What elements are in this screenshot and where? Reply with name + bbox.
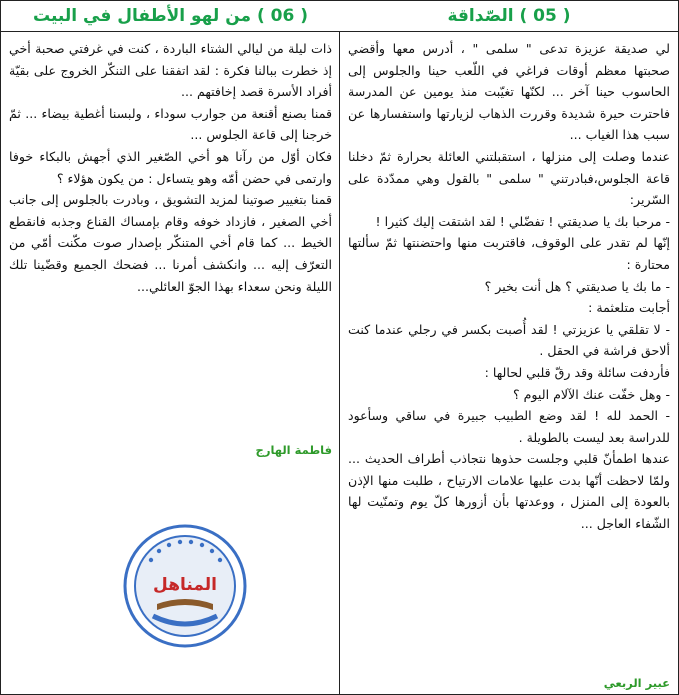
story-paragraph: - مرحبا بك يا صديقتي ! تفضّلي ! لقد اشتقت إليك كثيرا ! [375,213,670,229]
story-paragraph: - لا تقلقي يا عزيزتي ! لقد أُصبت بكسر في رجلي عندما كنت ألاحق فراشة في الحقل . [348,321,670,359]
story-paragraph: إنّها لم تقدر على الوقوف، فاقتربت منها واحتضنتها ثمّ سألتها محتارة : [348,235,670,272]
story-paragraph: قمنا بتغيير صوتينا لمزيد التشويق ، وبادرت بالجلوس إلى جانب أخي الصغير ، فازداد خوفه وقام بإمساك القناع وجذبه فانقطع الخيط ... كما قام أخي المتنكّر بإصدار صوت مكّنت أمّي من التعرّف إليه ... وانكشف أمرنا ... فضحك الجميع وقضّينا تلك الليلة ونحن سعداء بهذا الجوّ العائلي... [9,192,332,294]
story-paragraph: فأردفت سائلة وقد رقّ قلبي لحالها : [484,364,670,380]
story-column-friendship [339,0,679,695]
story-body-kids-play [1,32,340,297]
story-paragraph: - وهل خفّت عنك الآلام اليوم ؟ [512,386,670,402]
story-paragraph: قمنا بصنع أقنعة من جوارب سوداء ، ولبسنا أغطية بيضاء ... ثمّ خرجنا إلى قاعة الجلوس ... [9,105,332,143]
story-title-kids-play: ( 06 ) من لهو الأطفال في البيت [1,1,340,32]
story-body-friendship [340,32,678,535]
story-paragraph: عندما وصلت إلى منزلها ، استقبلتني العائلة بحرارة ثمّ دخلنا قاعة الجلوس،فبادرتني " سلمى " بالقول وهي ممدّدة على السّرير: [348,148,670,208]
story-paragraph: عندها اطمأنّ قلبي وجلست حذوها نتجاذب أطراف الحديث ... ولمّا لاحظت أنّها بدت عليها علامات الارتياح ، طلبت منها الإذن بالعودة إلى المنزل ، ووعدتها بأن أزورها كلّ يوم وتمنّيت لها الشّفاء العاجل ... [348,451,670,532]
story-title-friendship: ( 05 ) الصّداقة [340,1,678,32]
school-logo [123,524,247,648]
story-paragraph: أجابت متلعثمة : [588,300,670,316]
author-name: فاطمة الهارج [255,443,332,457]
story-paragraph: - ما بك يا صديقتي ؟ هل أنت بخير ؟ [484,278,670,294]
story-paragraph: لي صديقة عزيزة تدعى " سلمى " ، أدرس معها وأقضي صحبتها معظم أوقات فراغي في اللّعب حينا والجلوس إلى الحاسوب حينا آخر ... لكنّها تغيّبت منذ يومين عن المدرسة فاحترت حيرة شديدة وقررت الذهاب لزيارتها واستفسارها عن سبب هذا الغياب ... [348,41,670,143]
author-name: عبير الربعي [603,676,670,690]
logo-text: المناهل [153,575,217,595]
story-paragraph: فكان أوّل من رآنا هو أخي الصّغير الذي أجهش بالبكاء خوفا وارتمى في حضن أمّه وهو يتساءل : من يكون هؤلاء ؟ [9,148,332,186]
story-paragraph: - الحمد لله ! لقد وضع الطبيب جبيرة في ساقي وسأعود للدراسة بعد ليست بالطويلة . [348,408,670,445]
story-paragraph: ذات ليلة من ليالي الشتاء الباردة ، كنت في غرفتي صحبة أخي إذ خطرت ببالنا فكرة : لقد اتفقنا على التنكّر الخروج على بقيّة أفراد الأسرة قصد إخافتهم ... [9,41,332,100]
